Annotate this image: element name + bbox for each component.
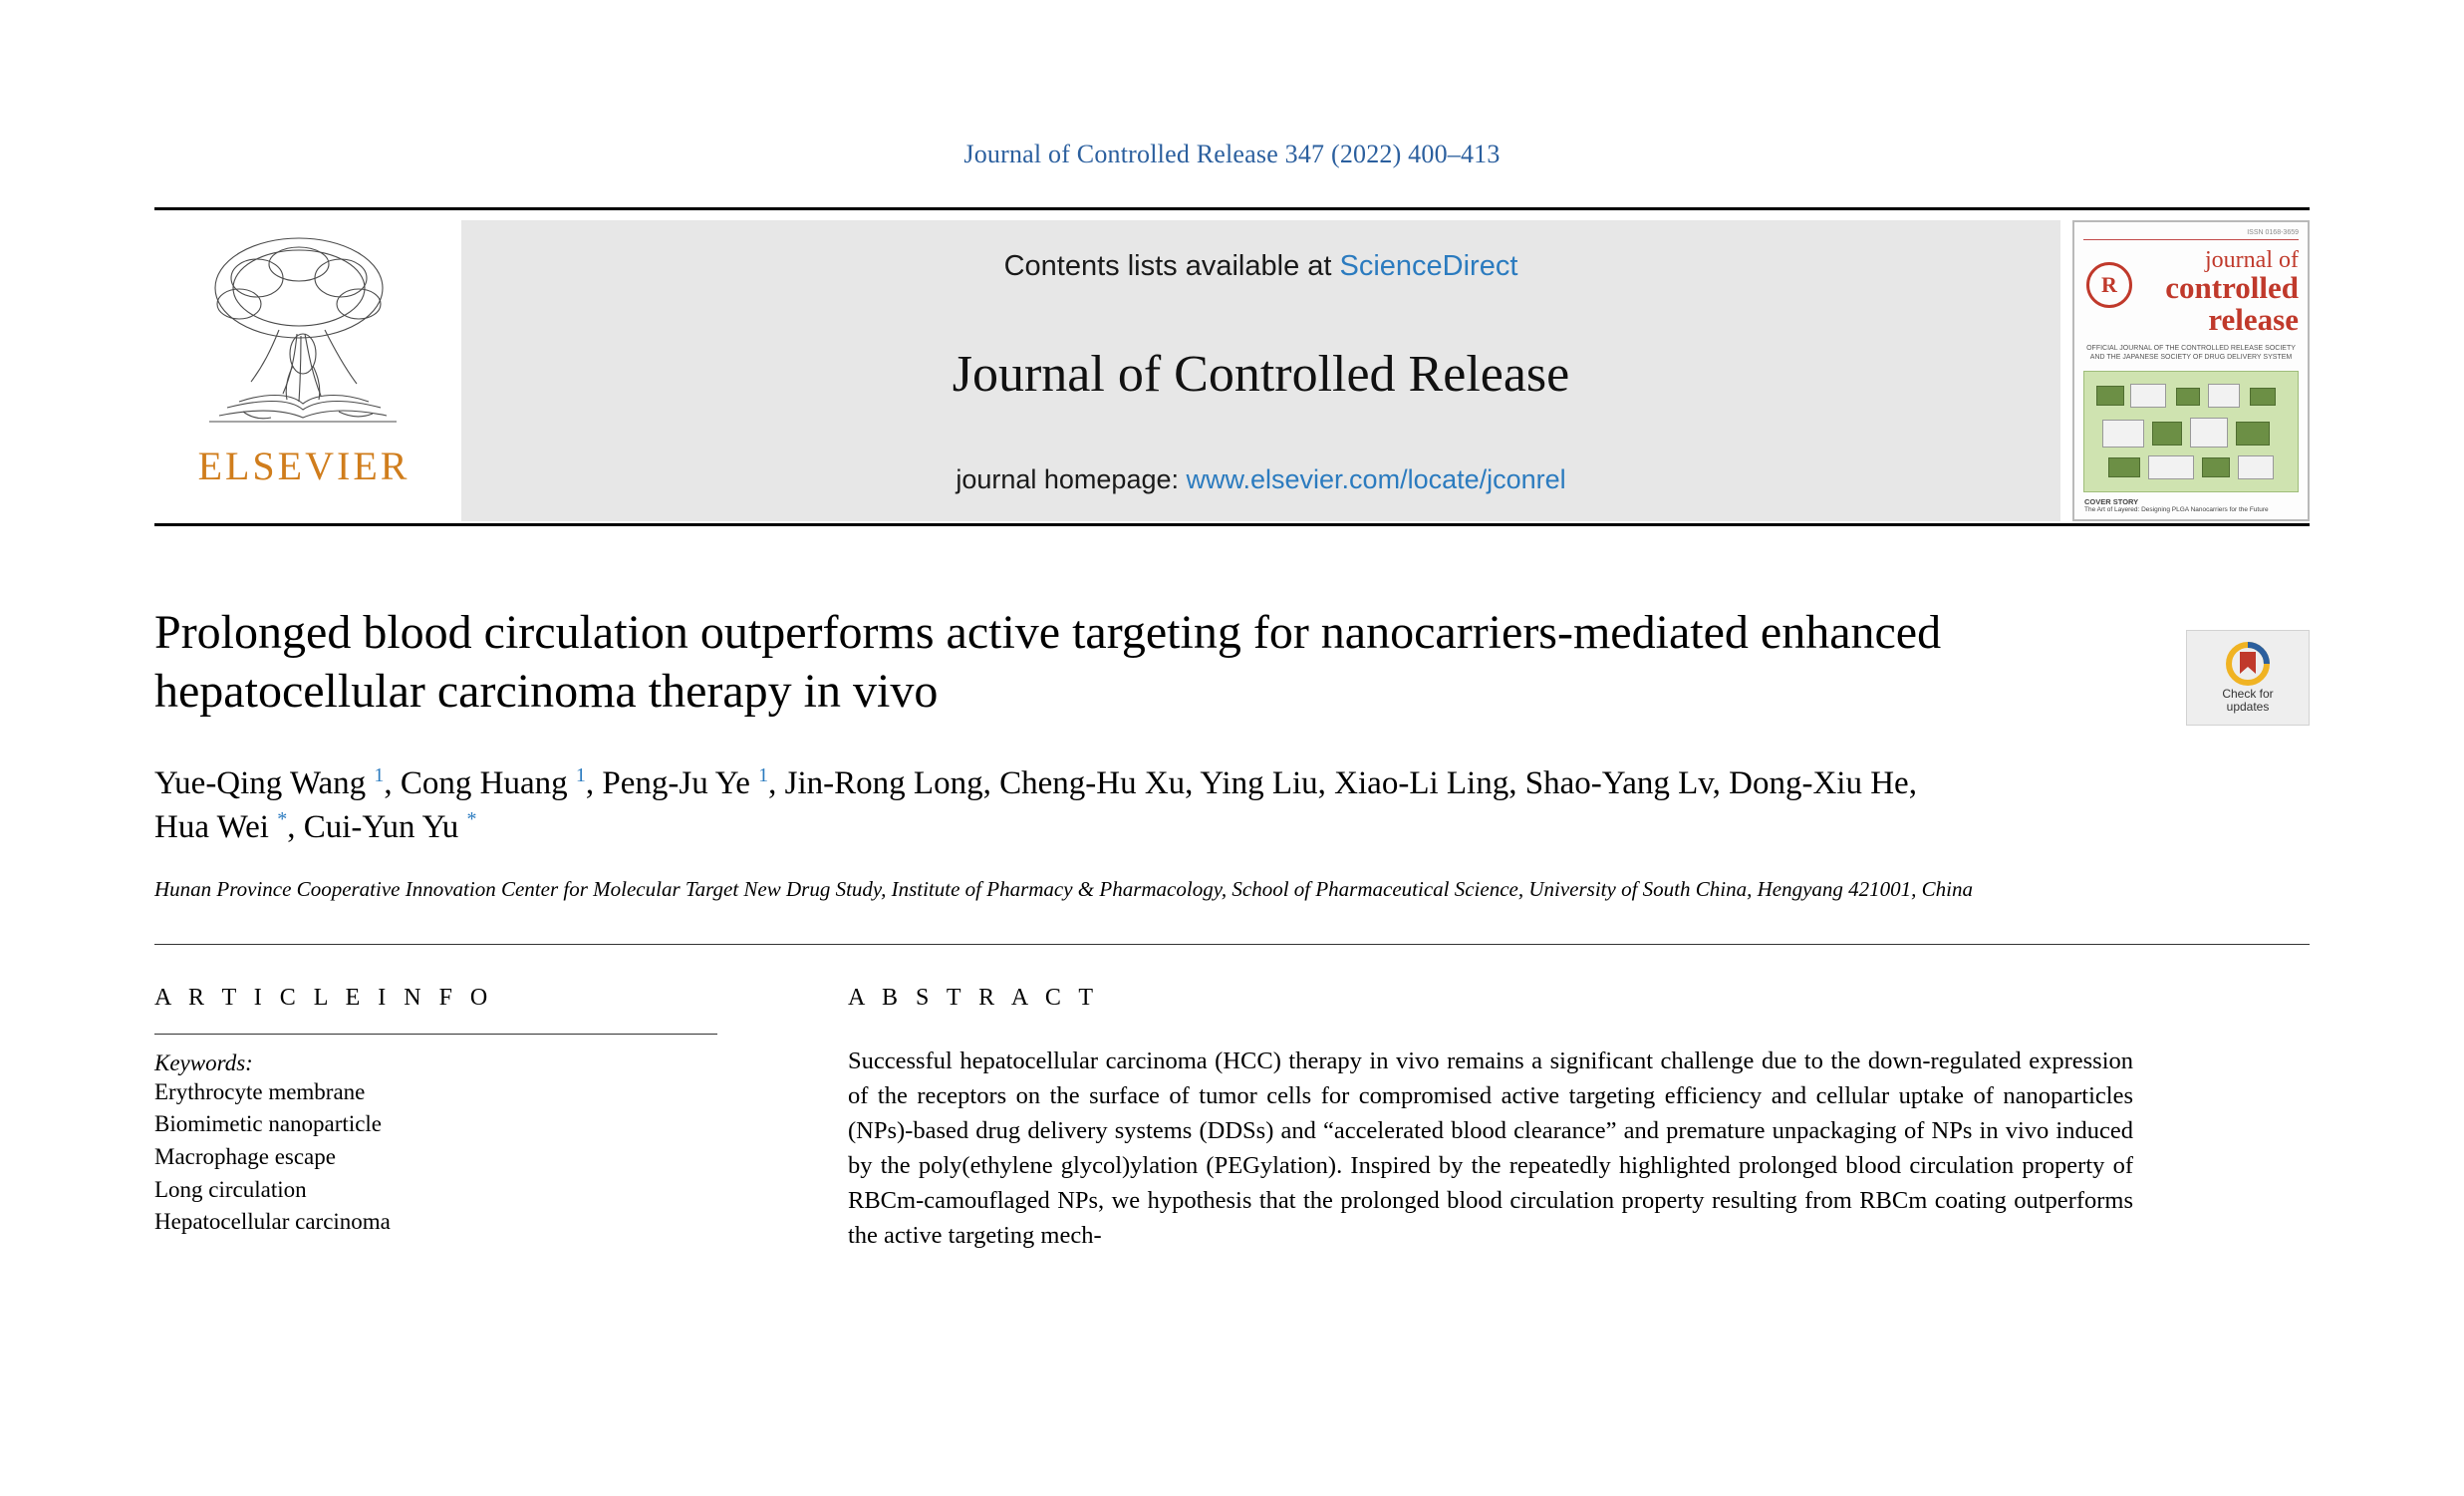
article-info-rule <box>154 1034 717 1035</box>
crossmark-badge[interactable] <box>2186 630 2310 726</box>
keyword-item: Hepatocellular carcinoma <box>154 1209 391 1235</box>
cover-story-label: COVER STORY <box>2084 497 2139 506</box>
cover-title-line3: release <box>2208 302 2299 338</box>
keyword-item: Biomimetic nanoparticle <box>154 1111 383 1137</box>
crossmark-line2: updates <box>2226 700 2270 714</box>
keyword-item: Long circulation <box>154 1176 307 1202</box>
journal-title: Journal of Controlled Release <box>952 345 1570 403</box>
elsevier-tree-icon <box>179 226 428 441</box>
sciencedirect-link[interactable]: ScienceDirect <box>1339 250 1518 282</box>
elsevier-logo <box>154 220 453 521</box>
contents-prefix: Contents lists available at <box>1003 250 1340 282</box>
abstract-body: Successful hepatocellular carcinoma (HCC) therapy in vivo remains a significant challenge due to the down-regulated expression of the receptors on the surface of tumor cells for compromised active targeting efficiency and cellular uptake of nanoparticles (NPs)-based drug delivery systems (DDSs) and “accelerated blood clearance” and premature unpackaging of NPs in vivo induced by the poly(ethylene glycol)ylation (PEGylation). Inspired by the repeatedly highlighted prolonged blood circulation property of RBCm-camouflaged NPs, we hypothesis that the prolonged blood circulation property resulting from RBCm coating outperforms the active targeting mech- <box>848 1047 2133 1249</box>
keywords-label: Keywords: <box>154 1049 253 1075</box>
abstract-column <box>832 985 2310 1253</box>
crossmark-label <box>2222 688 2273 714</box>
page-title: Prolonged blood circulation outperforms active targeting for nanocarriers-mediated enhanced hepatocellular carcinoma therapy in vivo <box>154 606 1942 718</box>
title-block <box>154 526 2310 904</box>
cover-issn: ISSN 0168-3659 <box>2247 229 2299 236</box>
cover-title-line1: journal of <box>2205 247 2299 273</box>
masthead-center-panel <box>461 220 2060 521</box>
keyword-item: Macrophage escape <box>154 1143 336 1169</box>
cover-artwork <box>2083 371 2299 492</box>
info-abstract-columns <box>154 945 2310 1253</box>
homepage-prefix: journal homepage: <box>956 464 1187 494</box>
journal-homepage-link[interactable]: www.elsevier.com/locate/jconrel <box>1186 464 1566 494</box>
article-info-column <box>154 985 832 1253</box>
affiliation: Hunan Province Cooperative Innovation Center for Molecular Target New Drug Study, Institute of Pharmacy & Pharmacology, School of Pharmaceutical Science, University of South China, Hengyang 421001, China <box>154 877 1973 902</box>
cover-story <box>2084 497 2298 513</box>
keyword-item: Erythrocyte membrane <box>154 1078 366 1104</box>
crossmark-line1: Check for <box>2222 686 2274 701</box>
crossmark-icon <box>2226 642 2270 686</box>
author-list: Yue-Qing Wang $^1$, Cong Huang $^1$, Peng-Ju Ye $^1$, Jin-Rong Long, Cheng-Hu Xu, Ying Liu, Xiao-Li Ling, Shao-Yang Lv, Dong-Xiu He, Hua Wei *, Cui-Yun Yu * <box>154 764 1917 845</box>
cover-story-text: The Art of Layered: Designing PLGA Nanocarriers for the Future <box>2084 506 2269 513</box>
cover-title-line2: controlled <box>2165 270 2299 306</box>
journal-cover-thumbnail[interactable] <box>2072 220 2310 521</box>
journal-homepage-line <box>956 464 1565 495</box>
journal-masthead <box>154 210 2310 521</box>
contents-available-line <box>1004 250 1518 283</box>
cover-divider <box>2083 239 2299 240</box>
elsevier-wordmark: ELSEVIER <box>197 444 411 488</box>
cover-society-line: OFFICIAL JOURNAL OF THE CONTROLLED RELEASE SOCIETY AND THE JAPANESE SOCIETY OF DRUG DELIVERY SYSTEM <box>2086 344 2296 361</box>
running-head: Journal of Controlled Release 347 (2022) 400–413 <box>963 140 1501 168</box>
article-info-heading: A R T I C L E I N F O <box>154 984 494 1011</box>
crs-logo-icon: R <box>2086 262 2132 308</box>
abstract-heading: A B S T R A C T <box>848 984 1100 1011</box>
